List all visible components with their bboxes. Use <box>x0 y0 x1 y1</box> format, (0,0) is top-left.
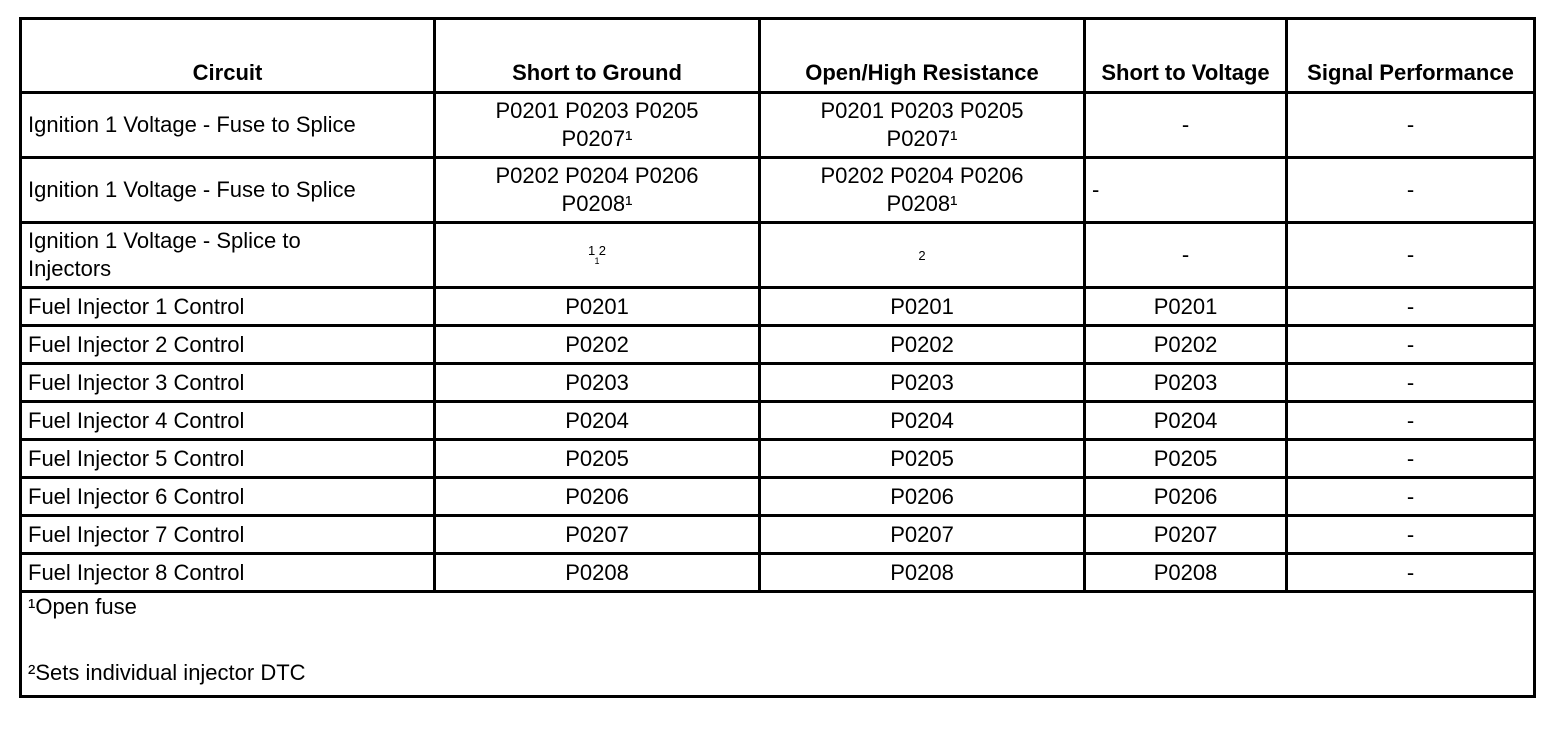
header-signal-performance: Signal Performance <box>1287 19 1535 93</box>
circuit-cell: Fuel Injector 6 Control <box>21 478 435 516</box>
short-to-voltage-cell: - <box>1085 223 1287 288</box>
short-to-voltage-cell: - <box>1085 158 1287 223</box>
short-to-ground-cell: P0204 <box>435 402 760 440</box>
dtc-line: P0208¹ <box>561 191 633 216</box>
signal-performance-cell: - <box>1287 516 1535 554</box>
short-to-voltage-cell: - <box>1085 93 1287 158</box>
short-to-voltage-cell: P0201 <box>1085 288 1287 326</box>
dtc-line: P0207¹ <box>886 126 958 151</box>
circuit-line: Injectors <box>28 256 112 281</box>
short-to-ground-cell: P0205 <box>435 440 760 478</box>
footnote-open-fuse: ¹Open fuse <box>28 594 137 619</box>
open-high-resistance-cell <box>760 223 1085 288</box>
footnote-marker: 1 2 <box>587 243 607 258</box>
table-row <box>21 364 1535 402</box>
short-to-ground-cell: P0203 <box>435 364 760 402</box>
circuit-line: Ignition 1 Voltage - Splice to <box>28 228 301 253</box>
short-to-ground-cell <box>435 93 760 158</box>
footnote-individual-dtc: ²Sets individual injector DTC <box>28 660 306 685</box>
signal-performance-cell: - <box>1287 440 1535 478</box>
signal-performance-cell: - <box>1287 554 1535 592</box>
table-row <box>21 402 1535 440</box>
short-to-ground-cell <box>435 223 760 288</box>
signal-performance-cell: - <box>1287 402 1535 440</box>
open-high-resistance-cell: P0204 <box>760 402 1085 440</box>
open-high-resistance-cell: P0202 <box>760 326 1085 364</box>
dtc-line: P0202 P0204 P0206 <box>820 163 1024 188</box>
short-to-voltage-cell: P0202 <box>1085 326 1287 364</box>
table-row <box>21 326 1535 364</box>
circuit-cell: Ignition 1 Voltage - Fuse to Splice <box>21 158 435 223</box>
table-row <box>21 223 1535 288</box>
circuit-cell: Fuel Injector 2 Control <box>21 326 435 364</box>
open-high-resistance-cell <box>760 158 1085 223</box>
open-high-resistance-cell: P0201 <box>760 288 1085 326</box>
circuit-cell: Fuel Injector 7 Control <box>21 516 435 554</box>
table-row <box>21 554 1535 592</box>
table-row <box>21 288 1535 326</box>
footnotes-cell <box>21 592 1535 697</box>
open-high-resistance-cell <box>760 93 1085 158</box>
short-to-voltage-cell: P0207 <box>1085 516 1287 554</box>
signal-performance-cell: - <box>1287 364 1535 402</box>
signal-performance-cell: - <box>1287 93 1535 158</box>
table-row <box>21 516 1535 554</box>
signal-performance-cell: - <box>1287 158 1535 223</box>
circuit-cell: Ignition 1 Voltage - Fuse to Splice <box>21 93 435 158</box>
header-open-high-resistance: Open/High Resistance <box>760 19 1085 93</box>
open-high-resistance-cell: P0207 <box>760 516 1085 554</box>
footnote-marker: 2 <box>918 247 926 263</box>
short-to-ground-cell: P0207 <box>435 516 760 554</box>
signal-performance-cell: - <box>1287 326 1535 364</box>
table-row <box>21 93 1535 158</box>
short-to-ground-cell: P0206 <box>435 478 760 516</box>
footnote-spacer <box>28 621 1527 659</box>
dtc-line: P0201 P0203 P0205 <box>495 98 699 123</box>
circuit-cell: Fuel Injector 8 Control <box>21 554 435 592</box>
table-row <box>21 440 1535 478</box>
short-to-ground-cell <box>435 158 760 223</box>
header-short-to-ground: Short to Ground <box>435 19 760 93</box>
circuit-cell: Fuel Injector 5 Control <box>21 440 435 478</box>
open-high-resistance-cell: P0206 <box>760 478 1085 516</box>
header-circuit: Circuit <box>21 19 435 93</box>
open-high-resistance-cell: P0208 <box>760 554 1085 592</box>
dtc-circuit-table <box>19 17 1536 698</box>
dtc-line: P0202 P0204 P0206 <box>495 163 699 188</box>
signal-performance-cell: - <box>1287 288 1535 326</box>
table-row <box>21 158 1535 223</box>
header-row <box>21 19 1535 93</box>
open-high-resistance-cell: P0205 <box>760 440 1085 478</box>
short-to-voltage-cell: P0206 <box>1085 478 1287 516</box>
circuit-cell: Fuel Injector 3 Control <box>21 364 435 402</box>
short-to-ground-cell: P0201 <box>435 288 760 326</box>
footnote-row <box>21 592 1535 697</box>
short-to-voltage-cell: P0205 <box>1085 440 1287 478</box>
dtc-line: P0208¹ <box>886 191 958 216</box>
dtc-line: P0207¹ <box>561 126 633 151</box>
table-row <box>21 478 1535 516</box>
short-to-ground-cell: P0208 <box>435 554 760 592</box>
signal-performance-cell: - <box>1287 478 1535 516</box>
circuit-cell: Fuel Injector 4 Control <box>21 402 435 440</box>
short-to-voltage-cell: P0208 <box>1085 554 1287 592</box>
short-to-ground-cell: P0202 <box>435 326 760 364</box>
circuit-cell: Fuel Injector 1 Control <box>21 288 435 326</box>
header-short-to-voltage: Short to Voltage <box>1085 19 1287 93</box>
open-high-resistance-cell: P0203 <box>760 364 1085 402</box>
circuit-cell <box>21 223 435 288</box>
dtc-line: P0201 P0203 P0205 <box>820 98 1024 123</box>
signal-performance-cell: - <box>1287 223 1535 288</box>
short-to-voltage-cell: P0204 <box>1085 402 1287 440</box>
short-to-voltage-cell: P0203 <box>1085 364 1287 402</box>
footnote-marker: 1 <box>594 256 600 266</box>
